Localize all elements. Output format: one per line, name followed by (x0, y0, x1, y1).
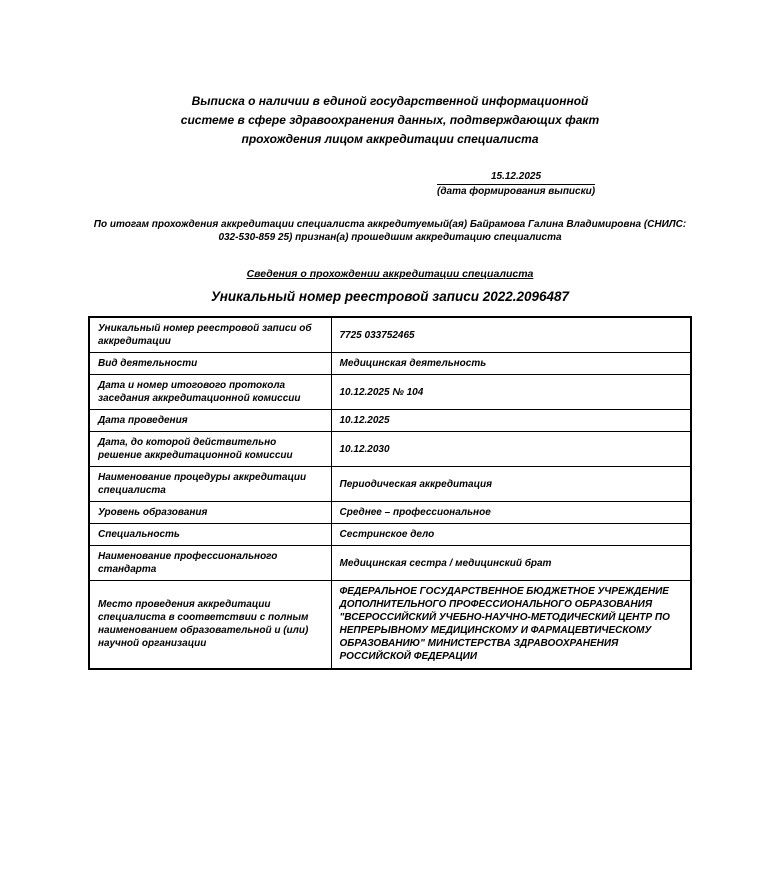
table-row (89, 546, 691, 581)
issue-date-block (437, 171, 595, 197)
issue-date: 15.12.2025 (437, 171, 595, 185)
section-heading: Сведения о прохождении аккредитации специалиста (246, 268, 534, 280)
row-value: Медицинская деятельность (331, 353, 691, 375)
table-row (89, 410, 691, 432)
document-title-line: прохождения лицом аккредитации специалиста (241, 132, 539, 146)
row-value: 10.12.2030 (331, 432, 691, 467)
table-row (89, 502, 691, 524)
table-row (89, 317, 691, 353)
row-value: Среднее – профессиональное (331, 502, 691, 524)
row-label: Наименование профессионального стандарта (89, 546, 331, 581)
table-row (89, 353, 691, 375)
table-row (89, 467, 691, 502)
row-label: Место проведения аккредитации специалиста в соответствии с полным наименованием образовательной и (или) научной организации (89, 581, 331, 669)
accreditation-table-body (89, 317, 691, 669)
accreditation-table (88, 316, 692, 670)
row-value: 10.12.2025 № 104 (331, 375, 691, 410)
row-value: Сестринское дело (331, 524, 691, 546)
table-row (89, 524, 691, 546)
intro-paragraph-line: 032-530-859 25) признан(а) прошедшим аккредитацию специалиста (218, 232, 562, 243)
issue-date-caption: (дата формирования выписки) (437, 186, 596, 197)
row-label: Дата проведения (89, 410, 331, 432)
row-label: Дата и номер итогового протокола заседания аккредитационной комиссии (89, 375, 331, 410)
table-row (89, 432, 691, 467)
row-value: 10.12.2025 (331, 410, 691, 432)
document-title (0, 0, 780, 149)
row-label: Специальность (89, 524, 331, 546)
row-value: ФЕДЕРАЛЬНОЕ ГОСУДАРСТВЕННОЕ БЮДЖЕТНОЕ УЧРЕЖДЕНИЕ ДОПОЛНИТЕЛЬНОГО ПРОФЕССИОНАЛЬНОГО ОБРАЗОВАНИЯ "ВСЕРОССИЙСКИЙ УЧЕБНО-НАУЧНО-МЕТОДИЧЕСКИЙ ЦЕНТР ПО НЕПРЕРЫВНОМУ МЕДИЦИНСКОМУ И ФАРМАЦЕВТИЧЕСКОМУ ОБРАЗОВАНИЮ" МИНИСТЕРСТВА ЗДРАВООХРАНЕНИЯ РОССИЙСКОЙ ФЕДЕРАЦИИ (331, 581, 691, 669)
row-value: 7725 033752465 (331, 317, 691, 353)
table-row (89, 375, 691, 410)
row-label: Уникальный номер реестровой записи об аккредитации (89, 317, 331, 353)
intro-paragraph (0, 218, 780, 244)
table-row (89, 581, 691, 669)
row-label: Наименование процедуры аккредитации специалиста (89, 467, 331, 502)
row-label: Уровень образования (89, 502, 331, 524)
row-label: Дата, до которой действительно решение аккредитационной комиссии (89, 432, 331, 467)
document-title-line: Выписка о наличии в единой государственной информационной (191, 94, 589, 108)
row-label: Вид деятельности (89, 353, 331, 375)
row-value: Периодическая аккредитация (331, 467, 691, 502)
document-title-line: системе в сфере здравоохранения данных, подтверждающих факт (180, 113, 600, 127)
registry-number-heading: Уникальный номер реестровой записи 2022.2096487 (210, 289, 570, 304)
intro-paragraph-line: По итогам прохождения аккредитации специалиста аккредитуемый(ая) Байрамова Галина Владимировна (СНИЛС: (93, 219, 687, 230)
row-value: Медицинская сестра / медицинский брат (331, 546, 691, 581)
